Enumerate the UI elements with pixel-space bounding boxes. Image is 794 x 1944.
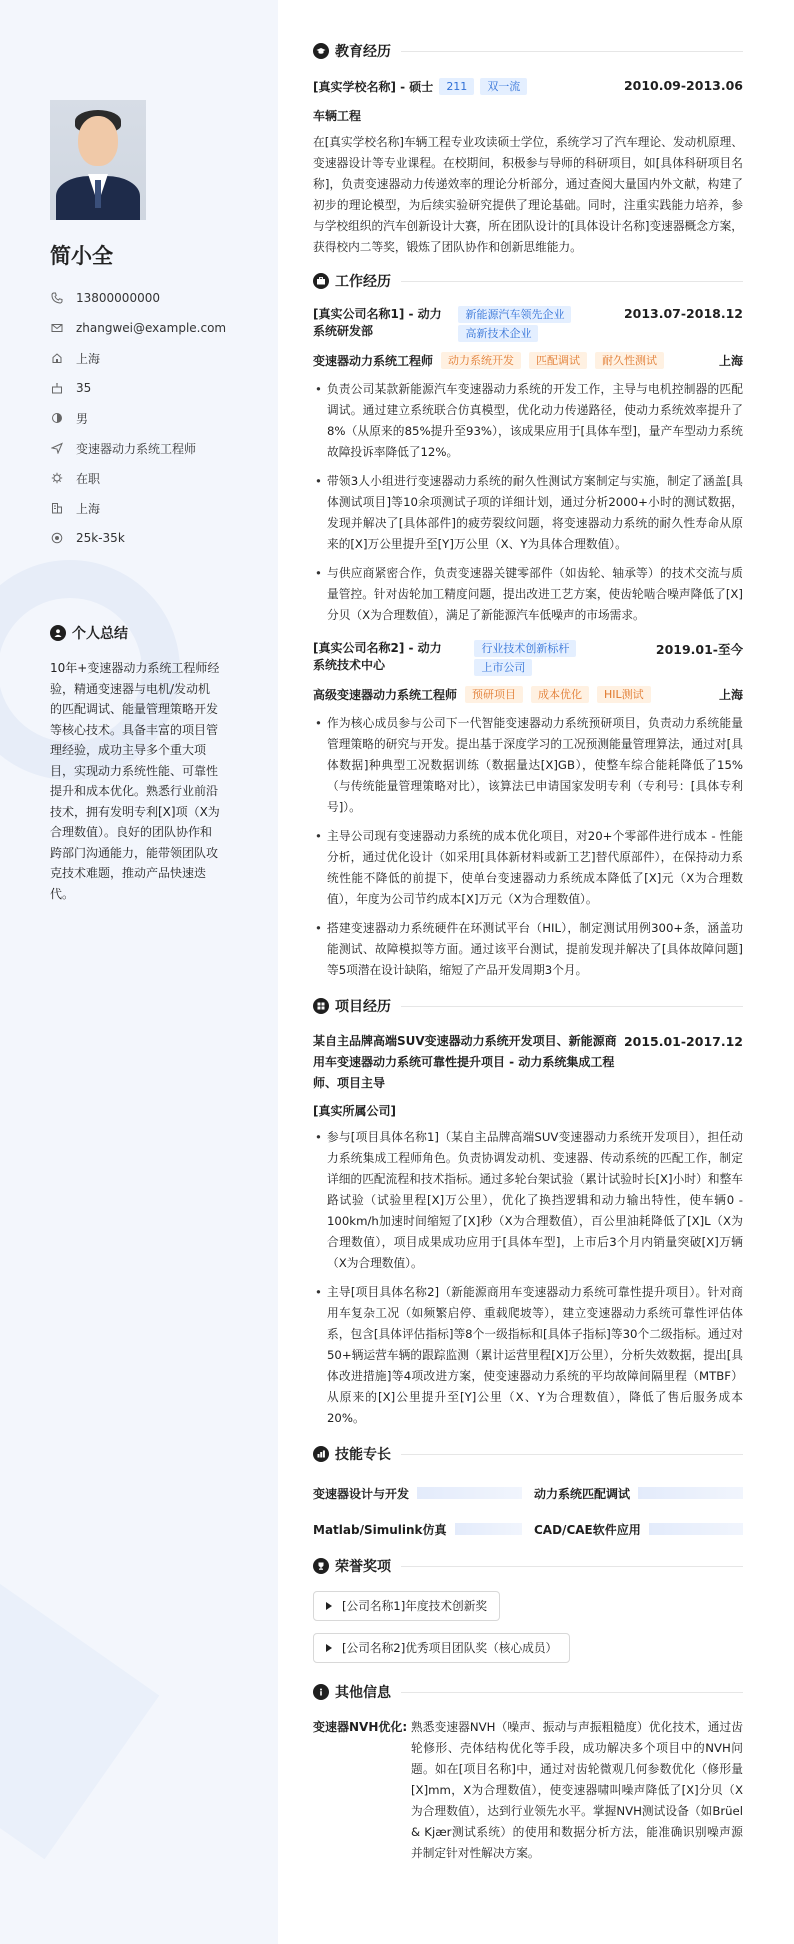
awards-list <box>313 1591 743 1675</box>
info-location <box>50 343 260 373</box>
job-city: 上海 <box>718 354 743 368</box>
skills-grid <box>313 1475 743 1547</box>
education-description: 在[真实学校名称]车辆工程专业攻读硕士学位，系统学习了汽车理论、发动机原理、变速器设计等专业课程。在校期间，积极参与导师的科研项目，如[具体科研项目名称]，负责变速器动力传递效率的理论分析部分，通过查阅大量国内外文献，构建了初步的理论模型，为后续实验研究提供了理论基础。同时，注重实践能力培养，参与学校组织的汽车创新设计大赛，所在团队设计的[具体设计名称]变速器概念方案，获得校内二等奖，锻炼了团队协作和创新思维能力。 <box>313 135 743 254</box>
project-date: 2015.01-2017.12 <box>623 1034 743 1049</box>
graduation-cap-icon <box>313 43 329 59</box>
other-info <box>313 1717 743 1864</box>
status-value: 在职 <box>76 471 101 486</box>
company-tag: 行业技术创新标杆 <box>474 640 576 657</box>
info-gender <box>50 403 260 433</box>
city-icon <box>50 501 64 515</box>
info-job-intent <box>50 433 260 463</box>
education-date: 2010.09-2013.06 <box>623 78 743 93</box>
gender-value: 男 <box>76 411 89 426</box>
skill-bar <box>649 1523 743 1535</box>
skill-label: CAD/CAE软件应用 <box>534 1522 641 1537</box>
skill-bar <box>638 1487 743 1499</box>
job-city: 上海 <box>718 688 743 702</box>
play-icon <box>326 1602 332 1610</box>
info-age <box>50 373 260 403</box>
awards-heading <box>313 1553 743 1579</box>
phone-value: 13800000000 <box>76 291 160 305</box>
location-value: 上海 <box>76 351 101 366</box>
skill-tag: HIL测试 <box>597 686 651 703</box>
award-label: [公司名称2]优秀项目团队奖（核心成员） <box>342 1641 558 1655</box>
skill-item <box>313 1511 522 1547</box>
project-bullet: • 参与[项目具体名称1]（某自主品牌高端SUV变速器动力系统开发项目），担任动力系统集成工程师角色。负责协调发动机、变速器、传动系统的匹配工作，制定详细的匹配流程和技术指标。通过多轮台架试验（累计试验时长[X]小时）和整车路试验（试验里程[X]万公里），优化了换挡逻辑和动力输出特性，使车辆0 - 100km/h加速时间缩短了[X]秒（X为合理数值），百公里油耗降低了[X]L（X为合理数值），项目成果成功应用于[具体车型]，上市后3个月内销量突破[X]万辆（X为合理数值）。 <box>313 1127 743 1274</box>
award-label: [公司名称1]年度技术创新奖 <box>342 1599 488 1613</box>
summary-title: 个人总结 <box>72 626 128 642</box>
other-heading <box>313 1679 743 1705</box>
info-phone <box>50 283 260 313</box>
skills-heading <box>313 1441 743 1467</box>
job-position: 变速器动力系统工程师 <box>313 354 434 368</box>
work-heading <box>313 268 743 294</box>
job-bullet: • 搭建变速器动力系统硬件在环测试平台（HIL），制定测试用例300+条，涵盖功能测试、故障模拟等方面。通过该平台测试，提前发现并解决了[具体故障问题]等5项潜在设计缺陷，缩短了产品开发周期3个月。 <box>313 918 743 981</box>
skill-item <box>534 1475 743 1511</box>
awards-title: 荣誉奖项 <box>335 1559 391 1575</box>
skill-item <box>534 1511 743 1547</box>
job-date: 2019.01-至今 <box>655 642 743 657</box>
city-value: 上海 <box>76 501 101 516</box>
other-text: 熟悉变速器NVH（噪声、振动与声振粗糙度）优化技术，通过齿轮修形、壳体结构优化等手段，成功解决多个项目中的NVH问题。如在[项目名称]中，通过对齿轮微观几何参数优化（修形量[X]mm，X为合理数值），使变速器啸叫噪声降低了[X]分贝（X为合理数值），达到行业领先水平。掌握NVH测试设备（如Brüel & Kjær测试系统）的使用和数据分析方法，能准确识别噪声源并制定针对性解决方案。 <box>411 1720 743 1860</box>
skill-bar <box>417 1487 522 1499</box>
skill-tag: 耐久性测试 <box>595 352 664 369</box>
person-icon <box>50 625 66 641</box>
job-entry <box>313 640 743 981</box>
job-entry <box>313 306 743 626</box>
projects-title: 项目经历 <box>335 999 391 1015</box>
job-bullet: • 负责公司某款新能源汽车变速器动力系统的开发工作，主导与电机控制器的匹配调试。通过建立系统联合仿真模型，优化动力传递路径，使动力系统效率提升了8%（从原来的85%提升至93%），该成果应用于[具体车型]，量产车型动力系统故障投诉率降低了12%。 <box>313 379 743 463</box>
candidate-name: 简小全 <box>50 244 113 268</box>
award-item <box>313 1633 570 1663</box>
work-title: 工作经历 <box>335 274 391 290</box>
job-intent-value: 变速器动力系统工程师 <box>76 441 197 456</box>
summary-heading <box>50 623 128 643</box>
contact-info-list <box>50 283 260 553</box>
education-school: [真实学校名称] - 硕士 <box>313 80 434 94</box>
skill-tag: 匹配调试 <box>529 352 587 369</box>
chart-icon <box>313 1446 329 1462</box>
summary-text: 10年+变速器动力系统工程师经验，精通变速器与电机/发动机的匹配调试、能量管理策略开发等核心技术。具备丰富的项目管理经验，成功主导多个重大项目，实现动力系统性能、可靠性提升和成本优化。熟悉行业前沿技术，拥有发明专利[X]项（X为合理数值）。良好的团队协作和跨部门沟通能力，能带领团队攻克技术难题，推动产品快速迭代。 <box>50 661 220 901</box>
info-icon <box>313 1684 329 1700</box>
info-email <box>50 313 260 343</box>
info-city <box>50 493 260 523</box>
skill-tag: 预研项目 <box>465 686 523 703</box>
grid-icon <box>313 998 329 1014</box>
education-heading <box>313 38 743 64</box>
email-icon <box>50 321 64 335</box>
project-company: [真实所属公司] <box>313 1104 396 1118</box>
skill-label: 变速器设计与开发 <box>313 1486 410 1501</box>
skill-tag: 动力系统开发 <box>441 352 521 369</box>
education-tag: 211 <box>439 78 474 95</box>
job-bullet: • 带领3人小组进行变速器动力系统的耐久性测试方案制定与实施，制定了涵盖[具体测试项目]等10余项测试子项的详细计划，通过分析2000+小时的测试数据，发现并解决了[具体部件]的疲劳裂纹问题，将变速器动力系统的耐久性寿命从原来的[X]万公里提升至[Y]万公里（X、Y为具体合理数值）。 <box>313 471 743 555</box>
job-bullet: • 与供应商紧密合作，负责变速器关键零部件（如齿轮、轴承等）的技术交流与质量管控。针对齿轮加工精度问题，提出改进工艺方案，使齿轮啮合噪声降低了[X]分贝（X为合理数值），满足了新能源汽车低噪声的市场需求。 <box>313 563 743 626</box>
education-tag: 双一流 <box>480 78 527 95</box>
skills-title: 技能专长 <box>335 1447 391 1463</box>
project-header <box>313 1031 743 1094</box>
gender-icon <box>50 411 64 425</box>
job-intent-icon <box>50 441 64 455</box>
main-content <box>313 38 743 1864</box>
skill-tag: 成本优化 <box>531 686 589 703</box>
projects-heading <box>313 993 743 1019</box>
info-status <box>50 463 260 493</box>
salary-value: 25k-35k <box>76 531 125 545</box>
project-name: 某自主品牌高端SUV变速器动力系统开发项目、新能源商用车变速器动力系统可靠性提升项目 - 动力系统集成工程师、项目主导 <box>313 1034 617 1090</box>
age-value: 35 <box>76 381 92 395</box>
job-bullet: • 主导公司现有变速器动力系统的成本优化项目，对20+个零部件进行成本 - 性能分析，通过优化设计（如采用[具体新材料或新工艺]替代原部件），在保持动力系统性能不降低的前提下，使单台变速器动力系统成本降低了[X]元（X为合理数值），年度为公司节约成本[X]万元（X为合理数值）。 <box>313 826 743 910</box>
skill-label: 动力系统匹配调试 <box>534 1486 631 1501</box>
skill-label: Matlab/Simulink仿真 <box>313 1522 447 1537</box>
briefcase-icon <box>313 273 329 289</box>
other-label: 变速器NVH优化: <box>313 1720 408 1734</box>
company-tag: 上市公司 <box>474 659 532 676</box>
company-tag: 高新技术企业 <box>458 325 538 342</box>
location-icon <box>50 351 64 365</box>
salary-icon <box>50 531 64 545</box>
project-bullet: • 主导[项目具体名称2]（新能源商用车变速器动力系统可靠性提升项目）。针对商用车复杂工况（如频繁启停、重载爬坡等），建立变速器动力系统可靠性评估体系，包含[具体评估指标]等8个一级指标和[具体子指标]等30个二级指标。通过对50+辆运营车辆的跟踪监测（累计运营里程[X]万公里），分析失效数据，提出[具体改进措施]等4项改进方案，使变速器动力系统的平均故障间隔里程（MTBF）从原来的[X]公里提升至[Y]公里（X、Y为合理数值），降低了售后服务成本20%。 <box>313 1282 743 1429</box>
education-major: 车辆工程 <box>313 109 362 123</box>
company-tag: 新能源汽车领先企业 <box>458 306 571 323</box>
job-date: 2013.07-2018.12 <box>623 306 743 321</box>
education-title: 教育经历 <box>335 44 391 60</box>
job-company: [真实公司名称2] - 动力系统技术中心 <box>313 641 442 672</box>
other-title: 其他信息 <box>335 1685 391 1701</box>
play-icon <box>326 1644 332 1652</box>
job-position: 高级变速器动力系统工程师 <box>313 688 458 702</box>
decorative-shape <box>0 1581 159 1860</box>
avatar <box>50 100 146 220</box>
age-icon <box>50 381 64 395</box>
phone-icon <box>50 291 64 305</box>
skill-item <box>313 1475 522 1511</box>
status-icon <box>50 471 64 485</box>
trophy-icon <box>313 1558 329 1574</box>
info-salary <box>50 523 260 553</box>
job-company: [真实公司名称1] - 动力系统研发部 <box>313 307 442 338</box>
email-value: zhangwei@example.com <box>76 321 227 335</box>
job-bullet: • 作为核心成员参与公司下一代智能变速器动力系统预研项目，负责动力系统能量管理策略的研究与开发。提出基于深度学习的工况预测能量管理算法，通过对[具体数据]种典型工况数据训练（数据量达[X]GB），使整车综合能耗降低了15%（与传统能量管理策略对比），该算法已申请国家发明专利（专利号：[具体专利号]）。 <box>313 713 743 818</box>
sidebar <box>0 0 278 1944</box>
education-header <box>313 78 743 95</box>
award-item <box>313 1591 500 1621</box>
skill-bar <box>455 1523 522 1535</box>
